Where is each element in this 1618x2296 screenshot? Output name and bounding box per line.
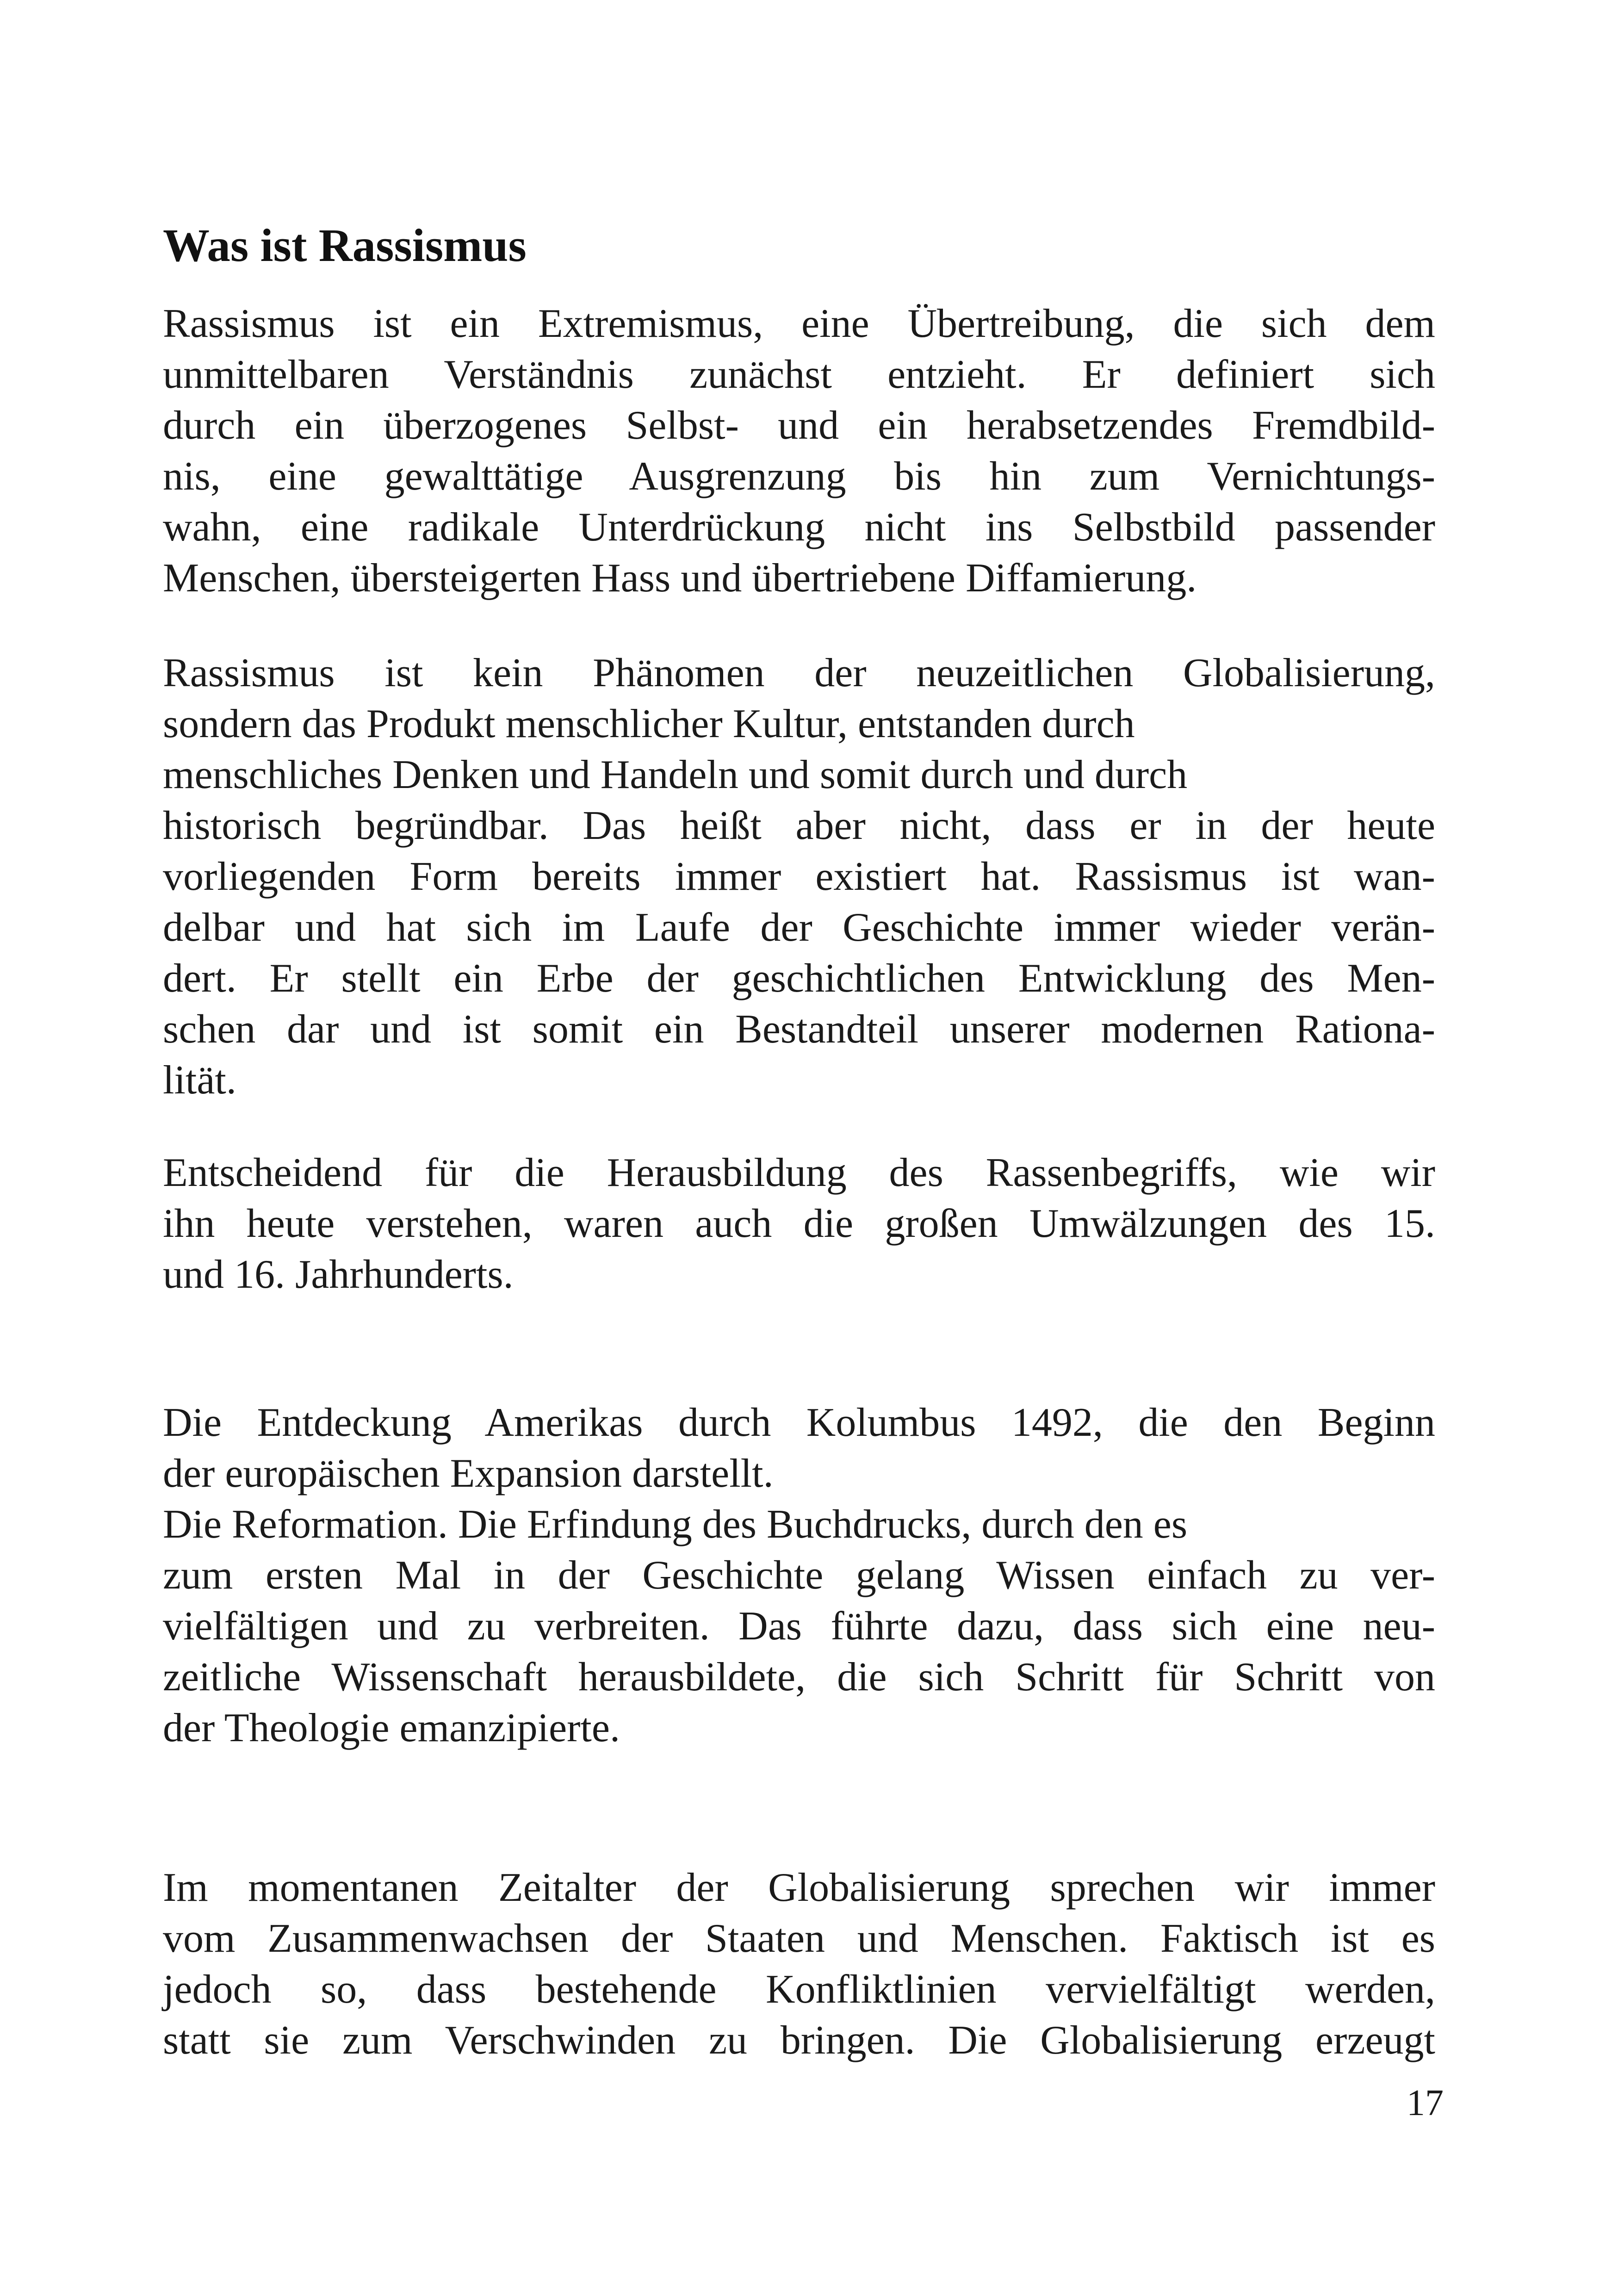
text-line: delbar und hat sich im Laufe der Geschichte immer wieder verän- bbox=[163, 905, 1435, 950]
text-line: statt sie zum Verschwinden zu bringen. Die Globalisierung erzeugt bbox=[163, 2018, 1435, 2063]
paragraph-upheavals bbox=[163, 1148, 1435, 1300]
text-line: menschliches Denken und Handeln und somit durch und durch bbox=[163, 752, 1188, 797]
page-heading: Was ist Rassismus bbox=[163, 219, 527, 271]
paragraph-discovery bbox=[163, 1397, 1435, 1754]
text-line: dert. Er stellt ein Erbe der geschichtlichen Entwicklung des Men- bbox=[163, 956, 1435, 1001]
text-line: unmittelbaren Verständnis zunächst entzieht. Er definiert sich bbox=[163, 352, 1435, 397]
text-line: Rassismus ist ein Extremismus, eine Übertreibung, die sich dem bbox=[163, 301, 1435, 346]
text-line: zeitliche Wissenschaft herausbildete, die sich Schritt für Schritt von bbox=[163, 1655, 1435, 1700]
text-line: zum ersten Mal in der Geschichte gelang Wissen einfach zu ver- bbox=[163, 1553, 1435, 1598]
text-line: nis, eine gewalttätige Ausgrenzung bis hin zum Vernichtungs- bbox=[163, 454, 1435, 499]
paragraph-history bbox=[163, 648, 1435, 1106]
page-number: 17 bbox=[1407, 2083, 1444, 2123]
text-line: sondern das Produkt menschlicher Kultur, entstanden durch bbox=[163, 701, 1135, 746]
text-line: Menschen, übersteigerten Hass und übertriebene Diffamierung. bbox=[163, 556, 1197, 601]
text-line: ihn heute verstehen, waren auch die großen Umwälzungen des 15. bbox=[163, 1201, 1435, 1246]
text-line: vorliegenden Form bereits immer existiert hat. Rassismus ist wan- bbox=[163, 854, 1435, 899]
text-line: Entscheidend für die Herausbildung des Rassenbegriffs, wie wir bbox=[163, 1150, 1435, 1195]
text-line: Im momentanen Zeitalter der Globalisierung sprechen wir immer bbox=[163, 1865, 1435, 1910]
text-line: Die Entdeckung Amerikas durch Kolumbus 1492, die den Beginn bbox=[163, 1400, 1435, 1445]
text-line: durch ein überzogenes Selbst- und ein herabsetzendes Fremdbild- bbox=[163, 403, 1435, 448]
text-line: der Theologie emanzipierte. bbox=[163, 1706, 620, 1750]
text-line: der europäischen Expansion darstellt. bbox=[163, 1451, 774, 1496]
text-line: schen dar und ist somit ein Bestandteil unserer modernen Rationa- bbox=[163, 1007, 1435, 1052]
text-line: Rassismus ist kein Phänomen der neuzeitlichen Globalisierung, bbox=[163, 651, 1435, 695]
paragraph-globalization bbox=[163, 1862, 1435, 2066]
text-line: wahn, eine radikale Unterdrückung nicht ins Selbstbild passender bbox=[163, 505, 1435, 550]
text-line: lität. bbox=[163, 1058, 236, 1103]
text-line: und 16. Jahrhunderts. bbox=[163, 1252, 514, 1297]
text-line: vom Zusammenwachsen der Staaten und Menschen. Faktisch ist es bbox=[163, 1916, 1435, 1961]
text-line: jedoch so, dass bestehende Konfliktlinien vervielfältigt werden, bbox=[163, 1967, 1435, 2012]
text-line: vielfältigen und zu verbreiten. Das führte dazu, dass sich eine neu- bbox=[163, 1604, 1435, 1649]
paragraph-definition bbox=[163, 298, 1435, 604]
text-line: historisch begründbar. Das heißt aber nicht, dass er in der heute bbox=[163, 803, 1435, 848]
text-line: Die Reformation. Die Erfindung des Buchdrucks, durch den es bbox=[163, 1502, 1188, 1547]
